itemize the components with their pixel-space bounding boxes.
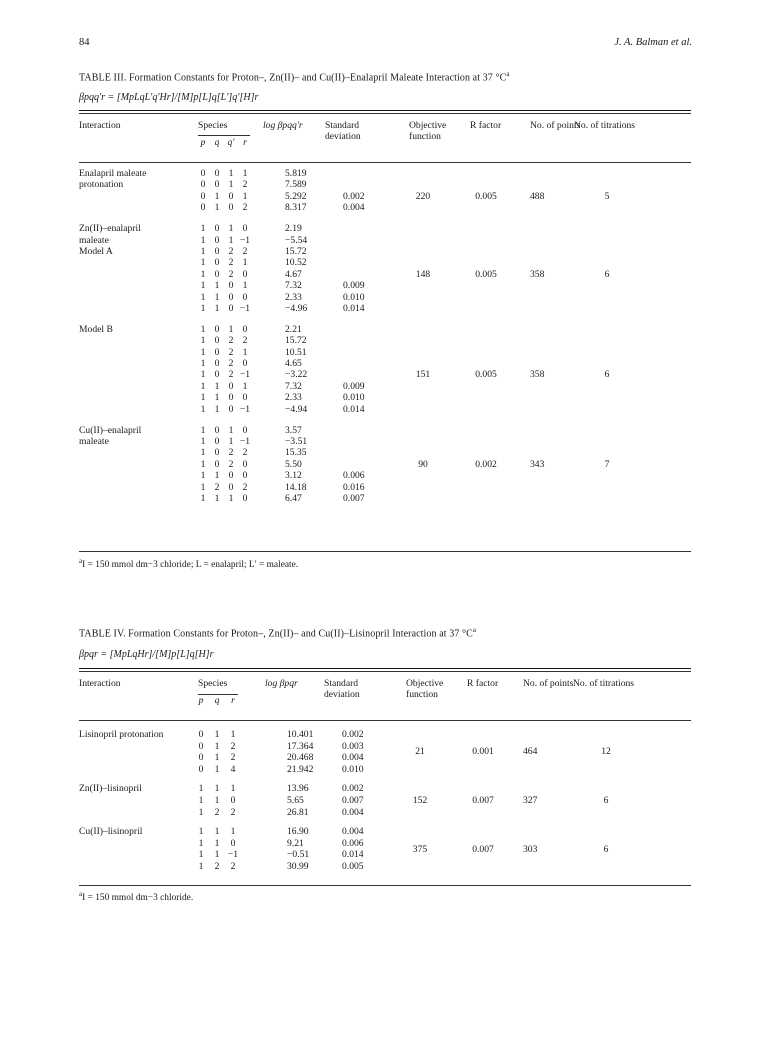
species-value: 0 bbox=[242, 291, 248, 303]
table4-bottom-rule bbox=[79, 885, 691, 886]
species-value: 1 bbox=[228, 424, 234, 436]
species-value: 0 bbox=[228, 280, 234, 292]
species-value: 0 bbox=[228, 190, 234, 202]
group-label: Zn(II)–lisinopril bbox=[79, 783, 142, 795]
species-value: 1 bbox=[214, 280, 220, 292]
species-value: −1 bbox=[239, 369, 251, 381]
species-value: 1 bbox=[242, 168, 248, 179]
species-value: 0 bbox=[214, 257, 220, 269]
std-dev-value: 0.014 bbox=[343, 302, 365, 314]
log-beta-value: 5.819 bbox=[285, 168, 307, 179]
species-value: 1 bbox=[198, 861, 204, 872]
species-value: 2 bbox=[228, 346, 234, 358]
species-value: 1 bbox=[200, 268, 206, 280]
species-value: 0 bbox=[228, 380, 234, 392]
col-objective-header: Objective function bbox=[406, 678, 444, 700]
col-points-header: No. of points bbox=[523, 678, 574, 689]
species-value: 1 bbox=[242, 280, 248, 292]
species-value: 1 bbox=[214, 492, 220, 504]
col-interaction-header: Interaction bbox=[79, 678, 121, 689]
col-std-dev-header: Standard deviation bbox=[324, 678, 360, 700]
species-value: 0 bbox=[230, 795, 236, 806]
points-value: 358 bbox=[530, 268, 545, 280]
std-dev-value: 0.004 bbox=[342, 806, 364, 818]
species-value: 2 bbox=[230, 752, 236, 764]
log-beta-value: −3.51 bbox=[285, 435, 308, 447]
log-beta-value: 13.96 bbox=[287, 783, 309, 795]
col-species-3: r bbox=[243, 137, 247, 148]
std-dev-value: 0.006 bbox=[343, 470, 365, 482]
log-beta-value: 20.468 bbox=[287, 752, 314, 764]
species-value: 1 bbox=[200, 223, 206, 235]
log-beta-value: 9.21 bbox=[287, 837, 304, 849]
r-factor-value: 0.001 bbox=[472, 746, 494, 758]
species-value: 1 bbox=[230, 826, 236, 838]
log-beta-value: 2.21 bbox=[285, 323, 302, 335]
col-species-header: Species bbox=[198, 120, 228, 131]
species-value: 1 bbox=[242, 346, 248, 358]
std-dev-value: 0.014 bbox=[342, 849, 364, 861]
log-beta-value: 15.72 bbox=[285, 245, 307, 257]
r-factor-value: 0.007 bbox=[472, 795, 494, 806]
col-points-header: No. of points bbox=[530, 120, 581, 131]
log-beta-value: 10.401 bbox=[287, 729, 314, 740]
log-beta-value: 2.33 bbox=[285, 291, 302, 303]
log-beta-value: −5.54 bbox=[285, 234, 308, 246]
species-value: 0 bbox=[228, 202, 234, 214]
species-value: 1 bbox=[230, 783, 236, 795]
species-value: 1 bbox=[214, 470, 220, 482]
species-value: 0 bbox=[198, 740, 204, 752]
std-dev-value: 0.002 bbox=[343, 190, 365, 202]
species-value: 0 bbox=[200, 202, 206, 214]
species-value: 0 bbox=[214, 346, 220, 358]
species-value: 2 bbox=[230, 740, 236, 752]
species-value: 1 bbox=[214, 403, 220, 415]
species-value: 0 bbox=[242, 470, 248, 482]
log-beta-value: 14.18 bbox=[285, 481, 307, 493]
col-species-2: q′ bbox=[227, 137, 235, 148]
species-value: 1 bbox=[200, 458, 206, 470]
std-dev-value: 0.002 bbox=[342, 783, 364, 795]
objective-value: 21 bbox=[415, 746, 425, 758]
points-value: 327 bbox=[523, 795, 538, 806]
std-dev-value: 0.005 bbox=[342, 861, 364, 872]
objective-value: 375 bbox=[412, 843, 428, 855]
species-value: 2 bbox=[214, 806, 220, 818]
log-beta-value: −3.22 bbox=[285, 369, 308, 381]
std-dev-value: 0.016 bbox=[343, 481, 365, 493]
group-label: Lisinopril protonation bbox=[79, 729, 164, 740]
species-value: 1 bbox=[228, 323, 234, 335]
species-value: 1 bbox=[214, 783, 220, 795]
species-value: 0 bbox=[200, 179, 206, 191]
species-value: 0 bbox=[214, 369, 220, 381]
log-beta-value: 21.942 bbox=[287, 763, 314, 775]
species-value: 2 bbox=[242, 447, 248, 459]
col-std-dev-header: Standard deviation bbox=[325, 120, 361, 142]
species-value: 0 bbox=[228, 392, 234, 404]
species-value: 0 bbox=[214, 447, 220, 459]
species-value: 0 bbox=[242, 492, 248, 504]
species-value: 1 bbox=[198, 849, 204, 861]
species-value: 0 bbox=[214, 179, 220, 191]
species-value: 1 bbox=[200, 492, 206, 504]
species-value: 1 bbox=[198, 783, 204, 795]
log-beta-value: 10.52 bbox=[285, 257, 307, 269]
titrations-value: 6 bbox=[603, 795, 609, 806]
species-value: 2 bbox=[214, 481, 220, 493]
species-value: 0 bbox=[242, 392, 248, 404]
points-value: 358 bbox=[530, 369, 545, 381]
species-value: 2 bbox=[230, 806, 236, 818]
log-beta-value: 10.51 bbox=[285, 346, 307, 358]
log-beta-value: 26.81 bbox=[287, 806, 309, 818]
log-beta-value: 5.50 bbox=[285, 458, 302, 470]
col-objective-header: Objective function bbox=[409, 120, 447, 142]
group-label: Cu(II)–lisinopril bbox=[79, 826, 143, 838]
std-dev-value: 0.010 bbox=[342, 763, 364, 775]
group-label: protonation bbox=[79, 179, 124, 191]
species-value: 1 bbox=[228, 168, 234, 179]
species-value: 2 bbox=[242, 481, 248, 493]
r-factor-value: 0.005 bbox=[475, 190, 497, 202]
log-beta-value: 7.32 bbox=[285, 280, 302, 292]
titrations-value: 6 bbox=[604, 268, 610, 280]
log-beta-value: 3.57 bbox=[285, 424, 302, 436]
std-dev-value: 0.003 bbox=[342, 740, 364, 752]
log-beta-value: 15.72 bbox=[285, 335, 307, 347]
species-value: 1 bbox=[228, 435, 234, 447]
objective-value: 152 bbox=[412, 795, 428, 806]
std-dev-value: 0.009 bbox=[343, 380, 365, 392]
titrations-value: 6 bbox=[604, 369, 610, 381]
species-value: 2 bbox=[228, 447, 234, 459]
objective-value: 151 bbox=[415, 369, 431, 381]
titrations-value: 12 bbox=[601, 746, 611, 758]
species-value: 1 bbox=[200, 280, 206, 292]
species-value: 0 bbox=[200, 168, 206, 179]
species-value: 0 bbox=[214, 245, 220, 257]
species-value: 2 bbox=[242, 179, 248, 191]
table4-header-rule bbox=[79, 720, 691, 721]
species-value: 1 bbox=[214, 392, 220, 404]
std-dev-value: 0.006 bbox=[342, 837, 364, 849]
points-value: 303 bbox=[523, 843, 538, 855]
table3-footnote: $^a$I = 150 mmol dm−3 chloride; L = enalapril; L′ = maleate. bbox=[79, 557, 299, 571]
log-beta-value: 2.19 bbox=[285, 223, 302, 235]
species-value: 1 bbox=[200, 323, 206, 335]
col-titrations-header: No. of titrations bbox=[573, 678, 635, 689]
species-value: −1 bbox=[239, 234, 251, 246]
group-label: maleate bbox=[79, 234, 109, 246]
species-value: −1 bbox=[239, 403, 251, 415]
log-beta-value: −4.96 bbox=[285, 302, 308, 314]
species-value: 1 bbox=[200, 257, 206, 269]
species-value: 0 bbox=[228, 302, 234, 314]
species-value: 1 bbox=[214, 740, 220, 752]
points-value: 343 bbox=[530, 458, 545, 470]
group-label: Zn(II)–enalapril bbox=[79, 223, 141, 235]
species-value: 1 bbox=[214, 302, 220, 314]
species-value: −1 bbox=[239, 302, 251, 314]
log-beta-value: −0.51 bbox=[287, 849, 310, 861]
std-dev-value: 0.007 bbox=[342, 795, 364, 806]
species-value: 1 bbox=[200, 435, 206, 447]
col-r-factor-header: R factor bbox=[470, 120, 502, 131]
group-label: Cu(II)–enalapril bbox=[79, 424, 142, 436]
objective-value: 90 bbox=[418, 458, 428, 470]
species-value: 0 bbox=[198, 729, 204, 740]
species-value: 1 bbox=[242, 190, 248, 202]
species-value: 1 bbox=[200, 335, 206, 347]
species-value: 1 bbox=[214, 291, 220, 303]
species-value: 2 bbox=[228, 335, 234, 347]
group-label: Enalapril maleate bbox=[79, 168, 147, 179]
col-titrations-header: No. of titrations bbox=[574, 120, 636, 131]
species-value: 0 bbox=[214, 424, 220, 436]
log-beta-value: 30.99 bbox=[287, 861, 309, 872]
species-value: 2 bbox=[228, 245, 234, 257]
species-value: 4 bbox=[230, 763, 236, 775]
species-value: 1 bbox=[200, 358, 206, 369]
species-value: 1 bbox=[214, 380, 220, 392]
species-value: 1 bbox=[198, 826, 204, 838]
table4-caption: TABLE IV. Formation Constants for Proton–, Zn(II)– and Cu(II)–Lisinopril Interaction at 37 $^\circ C^a$ bbox=[79, 626, 477, 640]
species-value: 0 bbox=[198, 763, 204, 775]
log-beta-value: 15.35 bbox=[285, 447, 307, 459]
log-beta-value: 5.292 bbox=[285, 190, 307, 202]
species-value: 2 bbox=[228, 268, 234, 280]
titrations-value: 6 bbox=[603, 843, 609, 855]
std-dev-value: 0.009 bbox=[343, 280, 365, 292]
col-log-beta-header: log βpqr bbox=[265, 678, 298, 689]
species-value: 0 bbox=[228, 291, 234, 303]
log-beta-value: −4.94 bbox=[285, 403, 308, 415]
running-head: J. A. Balman et al. bbox=[614, 37, 692, 48]
species-value: 0 bbox=[214, 223, 220, 235]
species-value: 1 bbox=[214, 763, 220, 775]
objective-value: 220 bbox=[415, 190, 431, 202]
species-value: 0 bbox=[242, 268, 248, 280]
r-factor-value: 0.005 bbox=[475, 369, 497, 381]
species-value: 1 bbox=[228, 234, 234, 246]
species-value: 2 bbox=[230, 861, 236, 872]
species-value: 1 bbox=[228, 179, 234, 191]
points-value: 488 bbox=[530, 190, 545, 202]
species-value: 0 bbox=[242, 223, 248, 235]
group-label: Model A bbox=[79, 245, 113, 257]
species-value: 2 bbox=[228, 458, 234, 470]
log-beta-value: 5.65 bbox=[287, 795, 304, 806]
species-value: 2 bbox=[228, 358, 234, 369]
species-value: 1 bbox=[198, 795, 204, 806]
objective-value: 148 bbox=[415, 268, 431, 280]
species-value: 0 bbox=[214, 323, 220, 335]
species-value: −1 bbox=[227, 849, 239, 861]
species-value: 1 bbox=[200, 234, 206, 246]
species-value: 1 bbox=[214, 826, 220, 838]
std-dev-value: 0.004 bbox=[342, 826, 364, 838]
species-value: 2 bbox=[242, 335, 248, 347]
species-value: 1 bbox=[214, 190, 220, 202]
std-dev-value: 0.014 bbox=[343, 403, 365, 415]
species-value: 1 bbox=[200, 346, 206, 358]
species-value: 1 bbox=[242, 257, 248, 269]
species-value: 1 bbox=[228, 223, 234, 235]
table4-top-rule-2 bbox=[79, 671, 691, 672]
std-dev-value: 0.007 bbox=[343, 492, 365, 504]
species-value: 1 bbox=[228, 492, 234, 504]
species-value: 1 bbox=[214, 202, 220, 214]
std-dev-value: 0.004 bbox=[342, 752, 364, 764]
species-value: 0 bbox=[214, 435, 220, 447]
species-value: 1 bbox=[200, 392, 206, 404]
species-value: 1 bbox=[200, 403, 206, 415]
table3-header-rule bbox=[79, 162, 691, 163]
species-value: 0 bbox=[228, 481, 234, 493]
log-beta-value: 8.317 bbox=[285, 202, 307, 214]
points-value: 464 bbox=[523, 746, 538, 758]
species-value: −1 bbox=[239, 435, 251, 447]
page-number: 84 bbox=[79, 37, 90, 48]
table3-species-underline bbox=[198, 135, 250, 136]
table3-caption: TABLE III. Formation Constants for Proton–, Zn(II)– and Cu(II)–Enalapril Maleate Interaction at 37 $^\circ C^a$ bbox=[79, 70, 510, 84]
species-value: 0 bbox=[214, 168, 220, 179]
table3-equation: βpqq′r = [MpLqL′q′Hr]/[M]p[L]q[L′]q′[H]r bbox=[79, 92, 259, 103]
species-value: 1 bbox=[200, 470, 206, 482]
species-value: 1 bbox=[214, 795, 220, 806]
species-value: 2 bbox=[242, 202, 248, 214]
log-beta-value: 7.589 bbox=[285, 179, 307, 191]
species-value: 1 bbox=[214, 729, 220, 740]
std-dev-value: 0.010 bbox=[343, 291, 365, 303]
col-species-1: q bbox=[214, 137, 220, 148]
table4-footnote: $^a$I = 150 mmol dm−3 chloride. bbox=[79, 890, 194, 904]
table4-species-underline bbox=[198, 694, 238, 695]
species-value: 1 bbox=[200, 369, 206, 381]
table4-equation: βpqr = [MpLqHr]/[M]p[L]q[H]r bbox=[79, 649, 214, 660]
log-beta-value: 4.67 bbox=[285, 268, 302, 280]
species-value: 1 bbox=[214, 849, 220, 861]
species-value: 0 bbox=[242, 458, 248, 470]
col-r-factor-header: R factor bbox=[467, 678, 499, 689]
species-value: 1 bbox=[214, 837, 220, 849]
std-dev-value: 0.004 bbox=[343, 202, 365, 214]
species-value: 2 bbox=[242, 245, 248, 257]
species-value: 0 bbox=[200, 190, 206, 202]
titrations-value: 5 bbox=[604, 190, 610, 202]
species-value: 1 bbox=[200, 481, 206, 493]
table3-top-rule-2 bbox=[79, 113, 691, 114]
col-interaction-header: Interaction bbox=[79, 120, 121, 131]
species-value: 1 bbox=[214, 752, 220, 764]
species-value: 0 bbox=[214, 234, 220, 246]
log-beta-value: 16.90 bbox=[287, 826, 309, 838]
std-dev-value: 0.002 bbox=[342, 729, 364, 740]
species-value: 1 bbox=[200, 291, 206, 303]
group-label: Model B bbox=[79, 323, 113, 335]
species-value: 0 bbox=[242, 358, 248, 369]
col-species-2: r bbox=[231, 695, 235, 706]
species-value: 2 bbox=[228, 257, 234, 269]
col-species-0: p bbox=[198, 695, 204, 706]
species-value: 1 bbox=[200, 447, 206, 459]
table3-bottom-rule bbox=[79, 551, 691, 552]
r-factor-value: 0.007 bbox=[472, 843, 494, 855]
col-species-1: q bbox=[214, 695, 220, 706]
log-beta-value: 2.33 bbox=[285, 392, 302, 404]
species-value: 1 bbox=[200, 302, 206, 314]
species-value: 1 bbox=[200, 245, 206, 257]
species-value: 1 bbox=[200, 424, 206, 436]
species-value: 2 bbox=[214, 861, 220, 872]
log-beta-value: 17.364 bbox=[287, 740, 314, 752]
group-label: maleate bbox=[79, 435, 109, 447]
species-value: 0 bbox=[214, 268, 220, 280]
species-value: 0 bbox=[242, 424, 248, 436]
species-value: 1 bbox=[198, 806, 204, 818]
table3-top-rule bbox=[79, 110, 691, 111]
species-value: 0 bbox=[214, 335, 220, 347]
species-value: 0 bbox=[230, 837, 236, 849]
species-value: 1 bbox=[230, 729, 236, 740]
species-value: 0 bbox=[214, 358, 220, 369]
col-species-header: Species bbox=[198, 678, 228, 689]
species-value: 1 bbox=[200, 380, 206, 392]
species-value: 0 bbox=[228, 403, 234, 415]
log-beta-value: 3.12 bbox=[285, 470, 302, 482]
species-value: 0 bbox=[214, 458, 220, 470]
r-factor-value: 0.002 bbox=[475, 458, 497, 470]
species-value: 0 bbox=[198, 752, 204, 764]
titrations-value: 7 bbox=[604, 458, 610, 470]
col-species-0: p bbox=[200, 137, 206, 148]
species-value: 2 bbox=[228, 369, 234, 381]
std-dev-value: 0.010 bbox=[343, 392, 365, 404]
col-log-beta-header: log βpqq′r bbox=[263, 120, 303, 131]
log-beta-value: 4.65 bbox=[285, 358, 302, 369]
species-value: 0 bbox=[242, 323, 248, 335]
species-value: 1 bbox=[242, 380, 248, 392]
r-factor-value: 0.005 bbox=[475, 268, 497, 280]
log-beta-value: 7.32 bbox=[285, 380, 302, 392]
species-value: 0 bbox=[228, 470, 234, 482]
log-beta-value: 6.47 bbox=[285, 492, 302, 504]
table4-top-rule bbox=[79, 668, 691, 669]
species-value: 1 bbox=[198, 837, 204, 849]
